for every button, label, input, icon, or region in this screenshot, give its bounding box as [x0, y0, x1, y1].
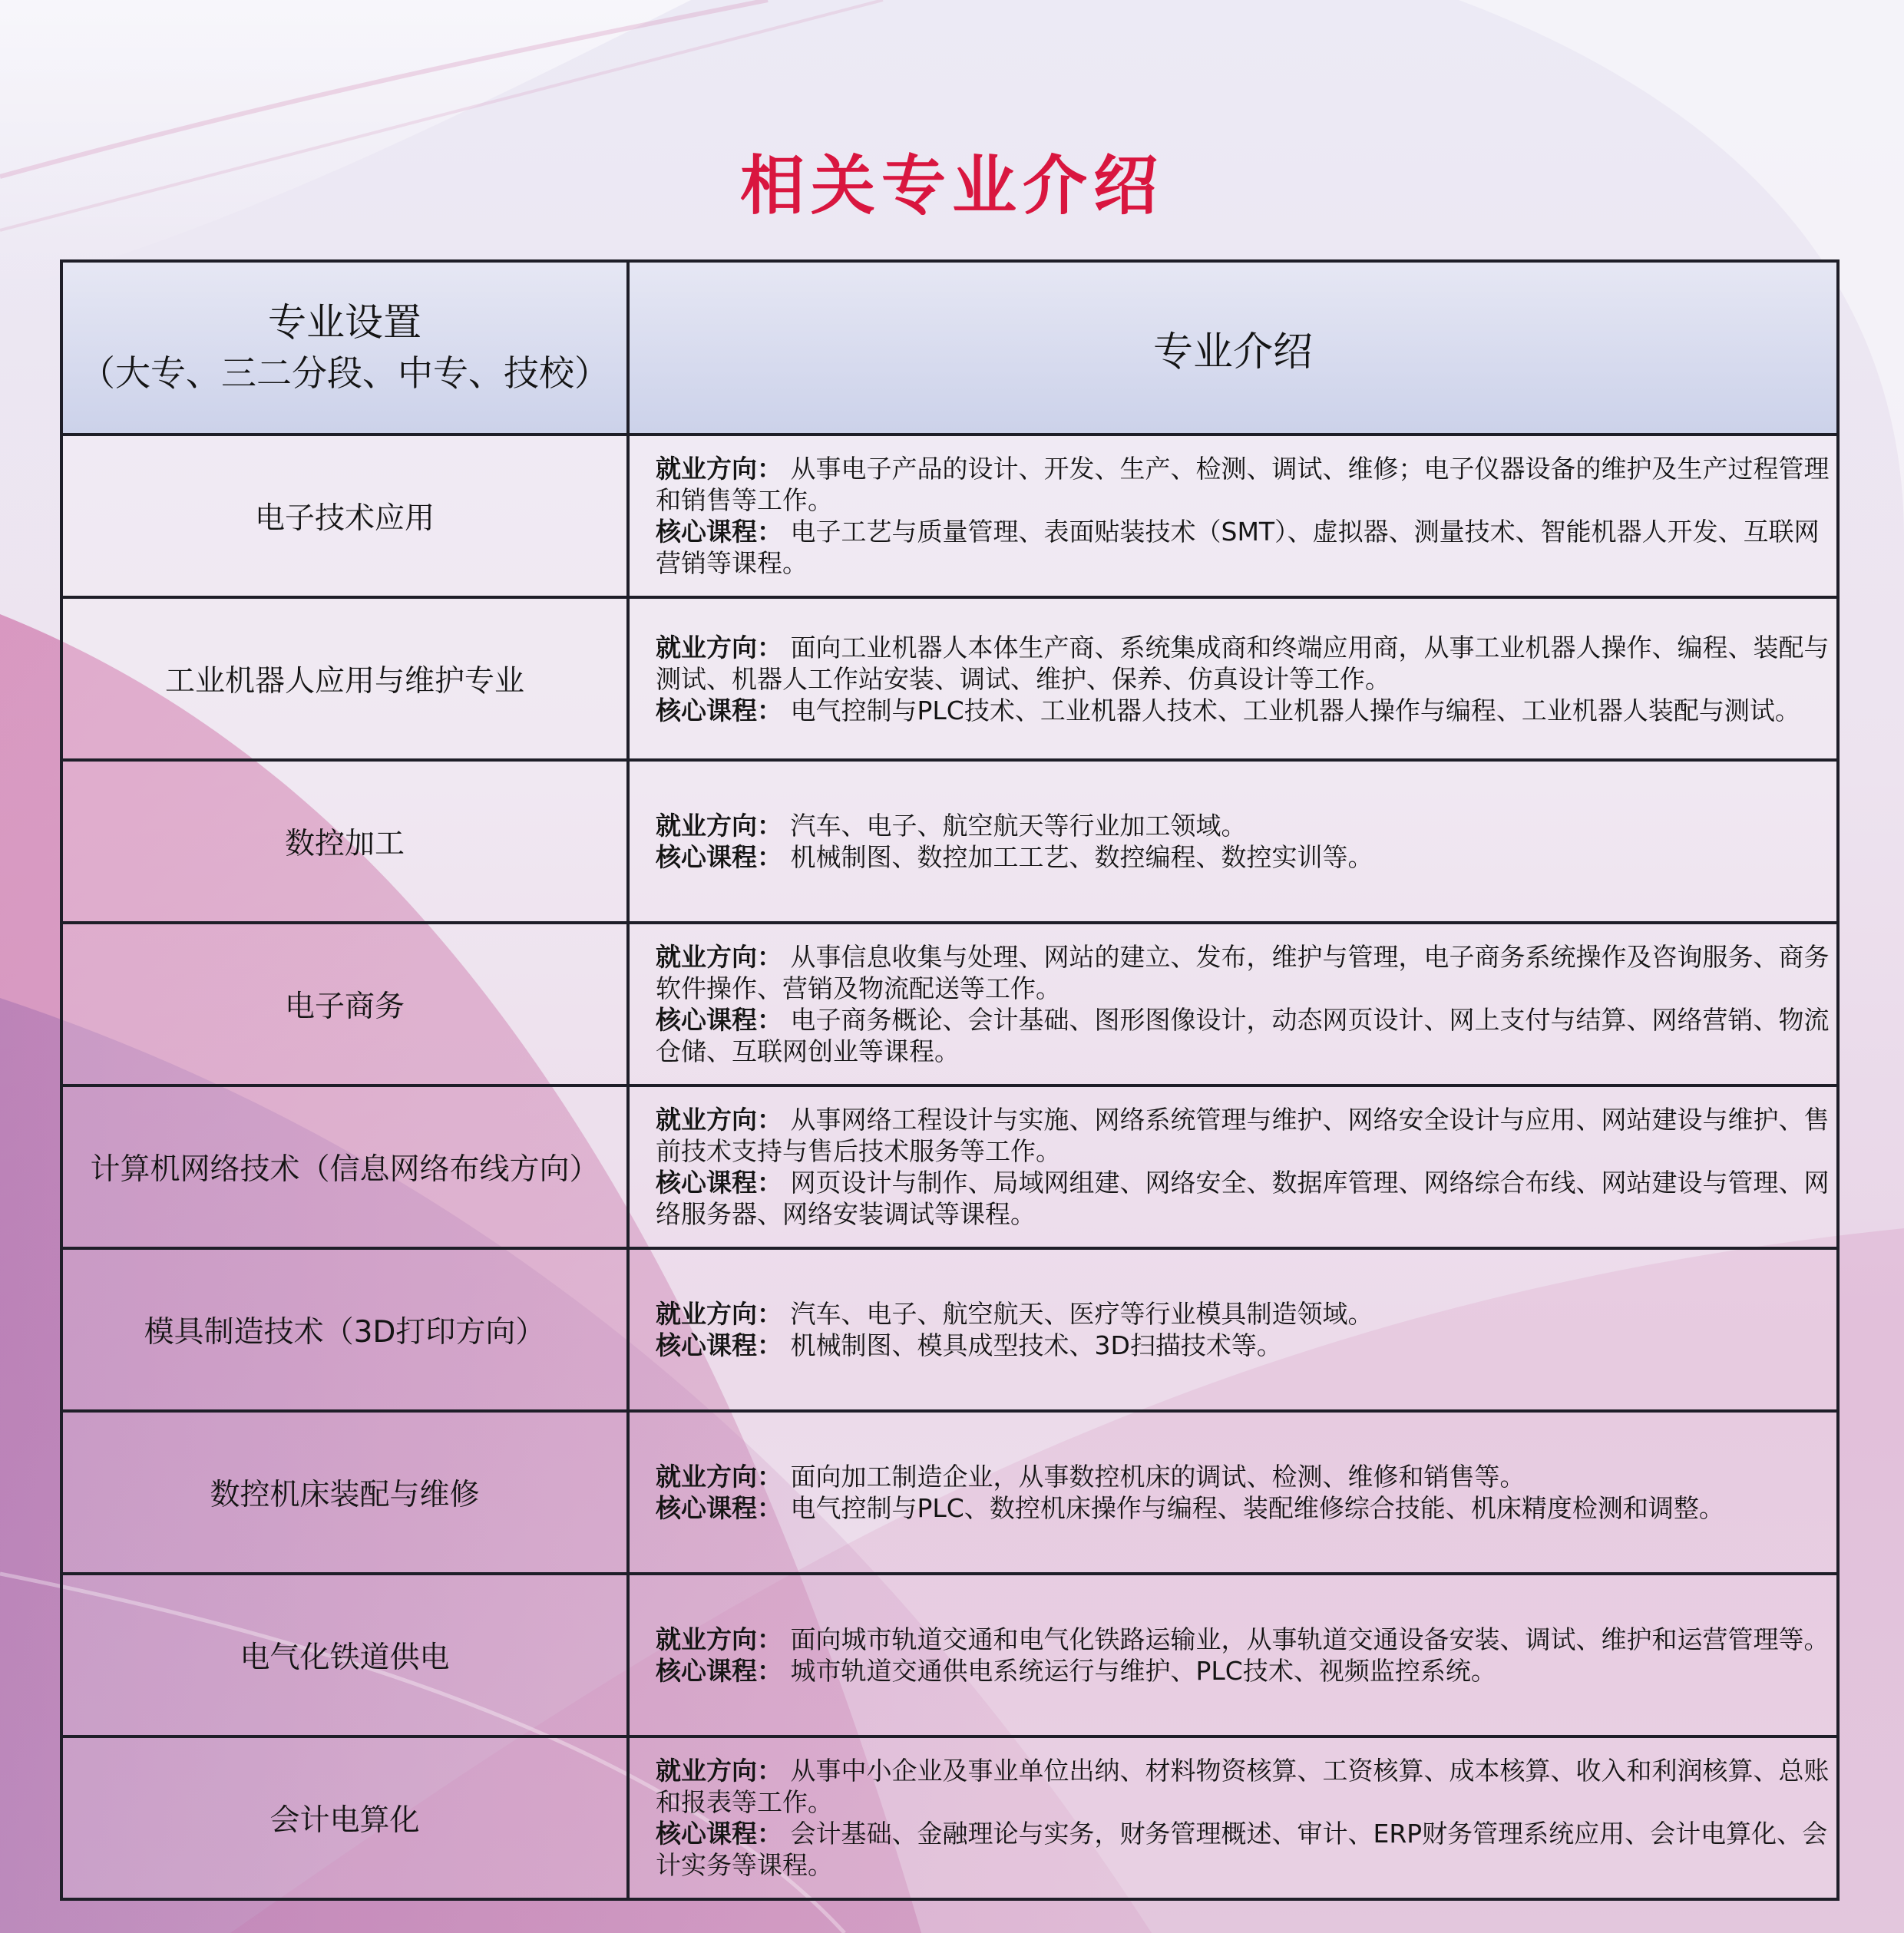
job-direction-text: 从事电子产品的设计、开发、生产、检测、调试、维修；电子仪器设备的维护及生产过程管理和销售等工作。 [656, 454, 1830, 515]
major-description [628, 1085, 1838, 1248]
core-course-label: 核心课程： [656, 1330, 782, 1360]
header-major-setting-title: 专业设置 [268, 300, 421, 345]
core-course-label: 核心课程： [656, 1168, 782, 1198]
page-title: 相关专业介绍 [739, 148, 1164, 223]
major-description [628, 1574, 1838, 1736]
major-name: 数控机床装配与维修 [61, 1411, 628, 1574]
core-course-label: 核心课程： [656, 517, 782, 547]
job-direction-text: 汽车、电子、航空航天、医疗等行业模具制造领域。 [790, 1299, 1373, 1329]
job-direction-text: 从事网络工程设计与实施、网络系统管理与维护、网络安全设计与应用、网站建设与维护、售前技术支持与售后技术服务等工作。 [656, 1105, 1830, 1166]
table-row [61, 760, 1838, 923]
major-name: 电气化铁道供电 [61, 1574, 628, 1736]
job-direction-line [656, 1461, 1830, 1492]
core-course-text: 电气控制与PLC、数控机床操作与编程、装配维修综合技能、机床精度检测和调整。 [790, 1493, 1724, 1523]
table-row [61, 1736, 1838, 1899]
core-course-label: 核心课程： [656, 1656, 782, 1686]
table-row [61, 1248, 1838, 1411]
job-direction-line [656, 941, 1830, 1004]
major-name: 电子商务 [61, 923, 628, 1085]
job-direction-line [656, 1298, 1830, 1330]
major-description [628, 1411, 1838, 1574]
core-course-line [656, 1492, 1830, 1524]
core-course-line [656, 1818, 1830, 1881]
header-cell-major-setting [61, 261, 628, 435]
table-row [61, 597, 1838, 760]
core-course-label: 核心课程： [656, 1493, 782, 1523]
majors-table [60, 259, 1840, 1901]
job-direction-text: 面向城市轨道交通和电气化铁路运输业，从事轨道交通设备安装、调试、维护和运营管理等。 [790, 1624, 1830, 1654]
major-name: 会计电算化 [61, 1736, 628, 1899]
core-course-text: 电子商务概论、会计基础、图形图像设计，动态网页设计、网上支付与结算、网络营销、物流仓储、互联网创业等课程。 [656, 1005, 1830, 1066]
major-name: 模具制造技术（3D打印方向） [61, 1248, 628, 1411]
core-course-text: 会计基础、金融理论与实务，财务管理概述、审计、ERP财务管理系统应用、会计电算化、会计实务等课程。 [656, 1819, 1828, 1880]
header-major-intro-title: 专业介绍 [1152, 329, 1313, 375]
core-course-text: 电子工艺与质量管理、表面贴装技术（SMT）、虚拟器、测量技术、智能机器人开发、互联网营销等课程。 [656, 517, 1820, 578]
job-direction-line [656, 1755, 1830, 1818]
core-course-line [656, 695, 1830, 726]
core-course-label: 核心课程： [656, 842, 782, 872]
job-direction-label: 就业方向： [656, 1105, 782, 1135]
majors-table-container [60, 259, 1840, 1901]
job-direction-label: 就业方向： [656, 632, 782, 663]
table-row [61, 1411, 1838, 1574]
core-course-text: 机械制图、数控加工工艺、数控编程、数控实训等。 [790, 842, 1373, 872]
major-description [628, 435, 1838, 597]
core-course-line [656, 1655, 1830, 1687]
job-direction-text: 面向工业机器人本体生产商、系统集成商和终端应用商，从事工业机器人操作、编程、装配与测试、机器人工作站安装、调试、维护、保养、仿真设计等工作。 [656, 632, 1830, 694]
table-row [61, 923, 1838, 1085]
job-direction-label: 就业方向： [656, 1624, 782, 1654]
table-header-row [61, 261, 1838, 435]
core-course-text: 电气控制与PLC技术、工业机器人技术、工业机器人操作与编程、工业机器人装配与测试。 [790, 695, 1800, 725]
job-direction-text: 从事中小企业及事业单位出纳、材料物资核算、工资核算、成本核算、收入和利润核算、总账和报表等工作。 [656, 1756, 1830, 1817]
job-direction-line [656, 1624, 1830, 1655]
header-cell-major-intro [628, 261, 1838, 435]
job-direction-line [656, 453, 1830, 516]
major-description [628, 1248, 1838, 1411]
major-name: 计算机网络技术（信息网络布线方向） [61, 1085, 628, 1248]
job-direction-label: 就业方向： [656, 942, 782, 972]
core-course-text: 机械制图、模具成型技术、3D扫描技术等。 [790, 1330, 1282, 1360]
core-course-text: 网页设计与制作、局域网组建、网络安全、数据库管理、网络综合布线、网站建设与管理、网络服务器、网络安装调试等课程。 [656, 1168, 1830, 1229]
job-direction-label: 就业方向： [656, 1299, 782, 1329]
core-course-line [656, 1004, 1830, 1067]
job-direction-text: 汽车、电子、航空航天等行业加工领域。 [790, 811, 1247, 841]
core-course-line [656, 516, 1830, 579]
major-description [628, 923, 1838, 1085]
core-course-line [656, 1330, 1830, 1361]
job-direction-label: 就业方向： [656, 1462, 782, 1492]
job-direction-text: 从事信息收集与处理、网站的建立、发布，维护与管理，电子商务系统操作及咨询服务、商务软件操作、营销及物流配送等工作。 [656, 942, 1830, 1003]
job-direction-label: 就业方向： [656, 811, 782, 841]
major-name: 电子技术应用 [61, 435, 628, 597]
major-description [628, 597, 1838, 760]
job-direction-line [656, 1104, 1830, 1167]
core-course-line [656, 841, 1830, 873]
core-course-text: 城市轨道交通供电系统运行与维护、PLC技术、视频监控系统。 [790, 1656, 1496, 1686]
job-direction-label: 就业方向： [656, 1756, 782, 1786]
core-course-label: 核心课程： [656, 695, 782, 725]
table-row [61, 1085, 1838, 1248]
table-row [61, 1574, 1838, 1736]
core-course-line [656, 1167, 1830, 1230]
core-course-label: 核心课程： [656, 1819, 782, 1849]
job-direction-text: 面向加工制造企业，从事数控机床的调试、检测、维修和销售等。 [790, 1462, 1526, 1492]
header-major-setting-subtitle: （大专、三二分段、中专、技校） [80, 352, 610, 394]
major-description [628, 1736, 1838, 1899]
table-row [61, 435, 1838, 597]
job-direction-line [656, 810, 1830, 841]
major-description [628, 760, 1838, 923]
major-name: 数控加工 [61, 760, 628, 923]
major-name: 工业机器人应用与维护专业 [61, 597, 628, 760]
job-direction-label: 就业方向： [656, 454, 782, 484]
job-direction-line [656, 632, 1830, 695]
core-course-label: 核心课程： [656, 1005, 782, 1035]
